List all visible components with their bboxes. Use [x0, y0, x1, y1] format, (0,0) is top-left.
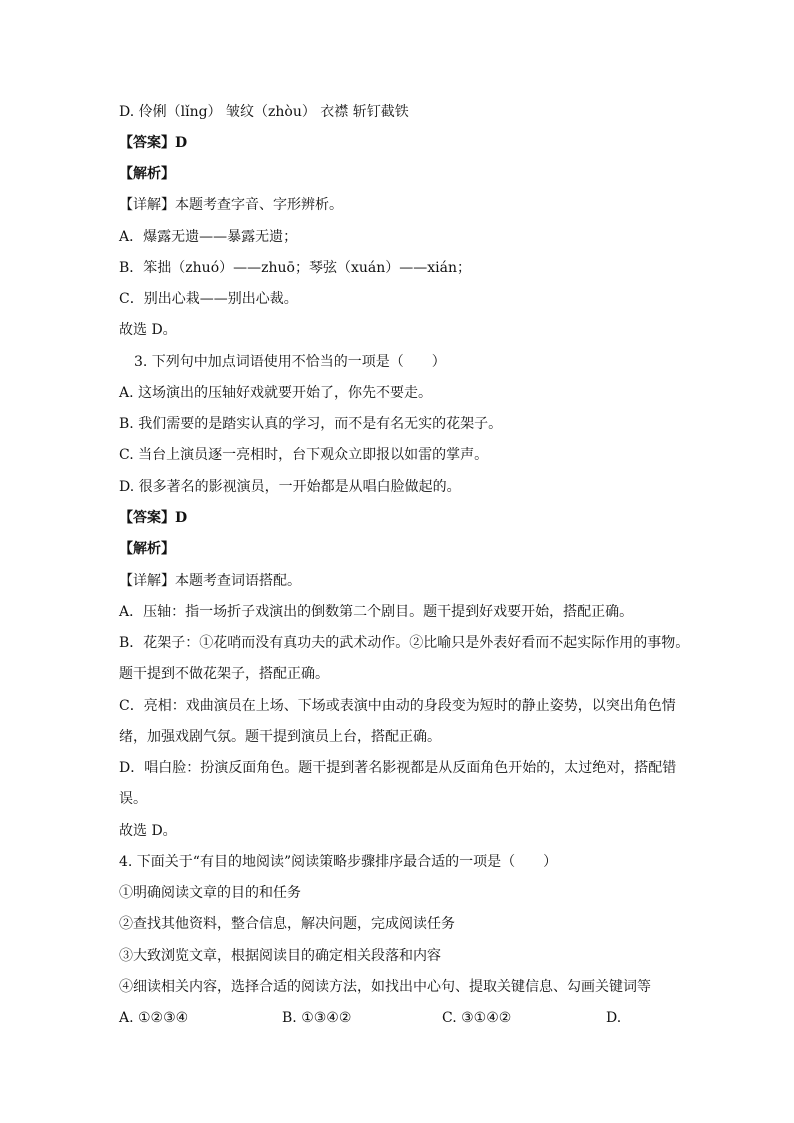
analysis-label: 【解析】	[119, 166, 175, 182]
explanation-line-c-cont: 绪，加强戏剧气氛。题干提到演员上台，搭配正确。	[119, 729, 441, 745]
explanation-line-d: D．唱白脸：扮演反面角色。题干提到著名影视都是从反面角色开始的，太过绝对，搭配错	[119, 760, 677, 776]
question-4-option-b: B. ①③④②	[282, 1010, 352, 1026]
explanation-line-a: A．压轴：指一场折子戏演出的倒数第二个剧目。题干提到好戏要开始，搭配正确。	[119, 604, 634, 620]
option-d-line: D. 伶俐（lǐng） 皱纹（zhòu） 衣襟 斩钉截铁	[119, 104, 409, 120]
question-3-stem: 3. 下列句中加点词语使用不恰当的一项是（ ）	[134, 354, 446, 370]
explanation-line-a: A．爆露无遗——暴露无遗；	[119, 229, 298, 245]
question-4-step-4: ④细读相关内容，选择合适的阅读方法，如找出中心句、提取关键信息、勾画关键词等	[119, 979, 651, 995]
question-3-option-a: A. 这场演出的压轴好戏就要开始了，你先不要走。	[119, 385, 433, 401]
question-4-step-2: ②查找其他资料，整合信息，解决问题，完成阅读任务	[119, 916, 455, 932]
question-4-stem: 4. 下面关于“有目的地阅读”阅读策略步骤排序最合适的一项是（ ）	[119, 854, 558, 870]
question-4-option-c: C. ③①④②	[442, 1010, 512, 1026]
explanation-line-c: C．别出心栽——别出心裁。	[119, 291, 298, 307]
question-3-option-b: B. 我们需要的是踏实认真的学习，而不是有名无实的花架子。	[119, 416, 503, 432]
explanation-line-b: B．笨拙（zhuó）——zhuō；琴弦（xuán）——xián；	[119, 260, 471, 276]
question-3-option-d: D. 很多著名的影视演员，一开始都是从唱白脸做起的。	[119, 479, 461, 495]
explanation-line-c: C．亮相：戏曲演员在上场、下场或表演中由动的身段变为短时的静止姿势，以突出角色情	[119, 698, 676, 714]
question-4-option-a: A. ①②③④	[119, 1010, 189, 1026]
question-4-step-3: ③大致浏览文章，根据阅读目的确定相关段落和内容	[119, 948, 441, 964]
conclusion-line: 故选 D。	[119, 322, 177, 338]
question-4-step-1: ①明确阅读文章的目的和任务	[119, 885, 301, 901]
answer-label: 【答案】D	[119, 135, 188, 151]
detail-line: 【详解】本题考查字音、字形辨析。	[119, 197, 343, 213]
question-4-option-d: D.	[606, 1010, 622, 1026]
explanation-line-b: B．花架子：①花哨而没有真功夫的武术动作。②比喻只是外表好看而不起实际作用的事物。	[119, 635, 690, 651]
explanation-line-d-cont: 误。	[119, 791, 147, 807]
analysis-label: 【解析】	[119, 541, 175, 557]
question-3-option-c: C. 当台上演员逐一亮相时，台下观众立即报以如雷的掌声。	[119, 447, 489, 463]
answer-label: 【答案】D	[119, 510, 188, 526]
explanation-line-b-cont: 题干提到不做花架子，搭配正确。	[119, 666, 329, 682]
conclusion-line: 故选 D。	[119, 823, 177, 839]
detail-line: 【详解】本题考查词语搭配。	[119, 573, 301, 589]
